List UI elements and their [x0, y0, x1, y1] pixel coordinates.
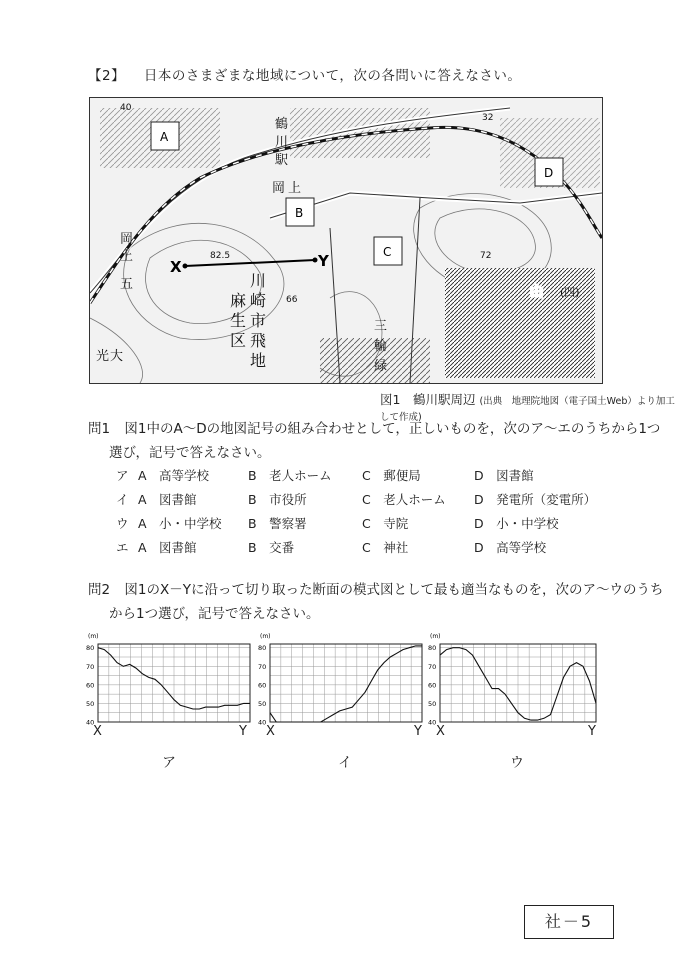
place-char: 市 [250, 311, 267, 330]
place-char: 上 [120, 249, 134, 264]
graph-choice-u: ウ [510, 755, 524, 771]
graph-unit: (m) [88, 633, 99, 640]
place-char: (四) [560, 286, 580, 299]
question-1 [88, 417, 660, 441]
graph-tick-label: 50 [258, 699, 267, 708]
graph-tick-label: 60 [428, 681, 437, 690]
graph-tick-label: 70 [428, 662, 437, 671]
option-d: D 高等学校 [474, 540, 547, 555]
place-char: 岡 [120, 232, 134, 247]
option-mark: イ [116, 492, 129, 507]
graph-tick-label: 50 [428, 699, 437, 708]
option-a: A 小・中学校 [138, 516, 222, 531]
place-char: 三 [374, 319, 388, 334]
question-1-text-cont: 選び，記号で答えなさい。 [109, 445, 271, 461]
option-c: C 老人ホーム [362, 492, 446, 507]
option-d: D 発電所（変電所） [474, 492, 597, 507]
place-char: 光 [96, 349, 110, 364]
section-header [88, 64, 521, 84]
place-char: 五 [120, 277, 134, 292]
map-label-c: C [383, 245, 392, 259]
graph-tick-label: 40 [428, 718, 437, 727]
graph-choice-a: ア [162, 755, 176, 771]
spot-height: 82.5 [210, 251, 231, 261]
graph-choice-i: イ [338, 755, 352, 771]
spot-height: 32 [482, 113, 494, 123]
option-b: B 老人ホーム [248, 468, 332, 483]
spot-height: 72 [480, 251, 492, 261]
place-char: 山 [530, 285, 544, 300]
section-instruction: 日本のさまざまな地域について，次の各問いに答えなさい。 [143, 68, 522, 84]
place-char: 大 [110, 349, 124, 364]
option-b: B 市役所 [248, 492, 307, 507]
graph-tick-label: 80 [428, 644, 437, 653]
place-char: 輪 [374, 339, 388, 354]
graph-tick-label: 80 [86, 644, 95, 653]
question-2-text: 図1のX－Yに沿って切り取った断面の模式図として最も適当なものを，次のア～ウのうち [124, 582, 664, 598]
point-y-label: Y [318, 252, 329, 270]
graph-y-label: Y [239, 724, 247, 739]
graph-y-label: Y [588, 724, 596, 739]
graph-tick-label: 40 [86, 718, 95, 727]
place-char: 川 [250, 271, 267, 290]
place-char: 麻 [230, 291, 247, 310]
graph-tick-label: 60 [86, 681, 95, 690]
option-b: B 交番 [248, 540, 295, 555]
graph-unit: (m) [430, 633, 441, 640]
option-c: C 神社 [362, 540, 409, 555]
topographic-map [89, 97, 603, 384]
option-a: A 図書館 [138, 492, 197, 507]
point-x-label: X [170, 258, 182, 276]
option-c: C 郵便局 [362, 468, 421, 483]
map-canvas [90, 98, 602, 383]
option-c: C 寺院 [362, 516, 409, 531]
map-label-a: A [160, 130, 169, 144]
place-char: 飛 [250, 331, 267, 350]
graph-tick-label: 60 [258, 681, 267, 690]
place-char: 区 [230, 331, 247, 350]
option-mark: ア [116, 468, 129, 483]
profile-graph-svg [258, 630, 424, 730]
option-d: D 図書館 [474, 468, 534, 483]
graph-tick-label: 40 [258, 718, 267, 727]
profile-graph-svg [86, 630, 252, 730]
spot-height: 40 [120, 103, 132, 113]
graph-tick-label: 70 [258, 662, 267, 671]
graph-tick-label: 80 [258, 644, 267, 653]
figure-source: (出典 地理院地図（電子国土Web）より加工して作成) [380, 396, 675, 423]
graph-x-label: X [436, 724, 445, 739]
profile-graph-a [86, 630, 252, 734]
graph-x-label: X [266, 724, 275, 739]
graph-tick-label: 70 [86, 662, 95, 671]
place-char: 緑 [374, 359, 388, 374]
figure-title: 図1 鶴川駅周辺 [380, 392, 476, 407]
map-label-d: D [544, 166, 554, 180]
profile-graph-u [428, 630, 598, 734]
place-char: 鶴 [275, 117, 289, 132]
place-char: 生 [230, 311, 247, 330]
graph-unit: (m) [260, 633, 271, 640]
question-2-text-cont: から1つ選び，記号で答えなさい。 [109, 606, 320, 622]
graph-y-label: Y [414, 724, 422, 739]
question-1-label: 問1 [88, 421, 111, 437]
graph-tick-label: 50 [86, 699, 95, 708]
option-b: B 警察署 [248, 516, 307, 531]
place-char: 駅 [275, 153, 289, 168]
option-a: A 図書館 [138, 540, 197, 555]
graph-x-label: X [93, 724, 102, 739]
section-number: 【2】 [88, 68, 126, 84]
residential-area [445, 268, 595, 378]
map-label-b: B [295, 206, 304, 220]
place-char: 岡 [272, 181, 286, 196]
option-a: A 高等学校 [138, 468, 210, 483]
question-2-label: 問2 [88, 582, 111, 598]
page-number: 社－5 [524, 905, 614, 939]
option-mark: ウ [116, 516, 129, 531]
place-char: 地 [250, 351, 267, 370]
profile-graph-i [258, 630, 424, 734]
question-2 [88, 578, 663, 602]
profile-graph-svg [428, 630, 598, 730]
question-1-text: 図1中のA～Dの地図記号の組み合わせとして，正しいものを，次のア～エのうちから1つ [124, 421, 661, 437]
option-mark: エ [116, 540, 129, 555]
spot-height: 66 [286, 295, 298, 305]
option-d: D 小・中学校 [474, 516, 559, 531]
place-char: 川 [275, 135, 289, 150]
place-char: 上 [288, 181, 302, 196]
place-char: 崎 [250, 291, 267, 310]
